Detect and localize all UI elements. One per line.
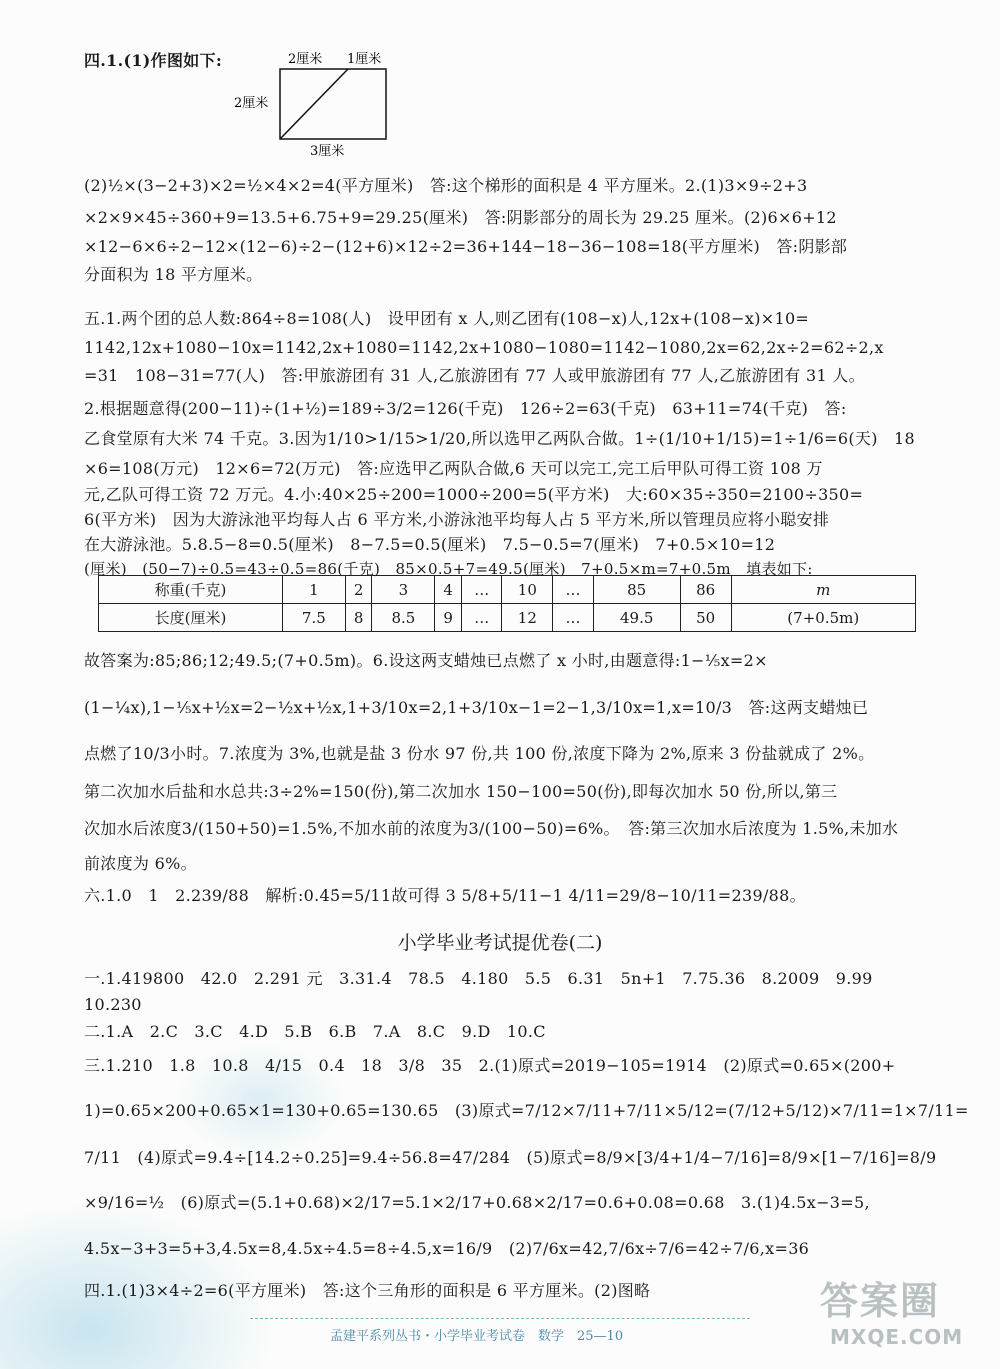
rectangle-diagram: [230, 45, 400, 160]
table-cell: 86: [680, 576, 731, 604]
table-cell: 1: [282, 576, 345, 604]
section-4-heading: 四.1.(1)作图如下:: [84, 51, 223, 70]
footer-divider: [250, 1318, 750, 1319]
table-cell: 4: [435, 576, 462, 604]
answer-line: 前浓度为 6%。: [84, 854, 197, 873]
table-cell: 7.5: [282, 604, 345, 632]
answer-line: 点燃了10/3小时。7.浓度为 3%,也就是盐 3 份水 97 份,共 100 份,浓度下降为 2%,原来 3 份盐就成了 2%。: [84, 744, 875, 763]
answer-line: 乙食堂原有大米 74 千克。3.因为1/10>1/15>1/20,所以选甲乙两队合做。1÷(1/10+1/15)=1÷1/6=6(天) 18: [84, 429, 915, 448]
answer-line: (2)½×(3−2+3)×2=½×4×2=4(平方厘米) 答:这个梯形的面积是 4 平方厘米。2.(1)3×9÷2+3: [84, 176, 808, 195]
table-cell: 长度(厘米): [99, 604, 283, 632]
answer-line: 二.1.A 2.C 3.C 4.D 5.B 6.B 7.A 8.C 9.D 10.C: [84, 1022, 546, 1041]
table-cell: 9: [435, 604, 462, 632]
answer-line: 五.1.两个团的总人数:864÷8=108(人) 设甲团有 x 人,则乙团有(108−x)人,12x+(108−x)×10=: [84, 309, 810, 328]
answer-line: 一.1.419800 42.0 2.291 元 3.31.4 78.5 4.180 5.5 6.31 5n+1 7.75.36 8.2009 9.99: [84, 969, 873, 988]
table-cell: (7+0.5m): [731, 604, 915, 632]
table-cell: m: [731, 576, 915, 604]
answer-line: ×2×9×45÷360+9=13.5+6.75+9=29.25(厘米) 答:阴影部分的周长为 29.25 厘米。(2)6×6+12: [84, 208, 837, 227]
answer-line: (1−¼x),1−⅕x+½x=2−½x+½x,1+3/10x=2,1+3/10x−1=2−1,3/10x=1,x=10/3 答:这两支蜡烛已: [84, 698, 869, 717]
answer-line: 1142,12x+1080−10x=1142,2x+1080=1142,2x+1080−1080=1142−1080,2x=62,2x÷2=62÷2,x: [84, 338, 884, 357]
table-cell: 称重(千克): [99, 576, 283, 604]
section-title: 小学毕业考试提优卷(二): [397, 932, 603, 954]
answer-line: 6(平方米) 因为大游泳池平均每人占 6 平方米,小游泳池平均每人占 5 平方米,所以管理员应将小聪安排: [84, 510, 830, 529]
answer-line: 2.根据题意得(200−11)÷(1+½)=189÷3/2=126(千克) 126÷2=63(千克) 63+11=74(千克) 答:: [84, 399, 847, 418]
answer-line: ×12−6×6÷2−12×(12−6)÷2−(12+6)×12÷2=36+144−18−36−108=18(平方厘米) 答:阴影部: [84, 237, 848, 256]
answer-line: 三.1.210 1.8 10.8 4/15 0.4 18 3/8 35 2.(1)原式=2019−105=1914 (2)原式=0.65×(200+: [84, 1056, 896, 1075]
table-cell: 50: [680, 604, 731, 632]
table-cell: 8.5: [372, 604, 435, 632]
table-cell: …: [461, 576, 501, 604]
label-left: 2厘米: [234, 96, 269, 111]
table-cell: 12: [502, 604, 553, 632]
answer-line: ×9/16=½ (6)原式=(5.1+0.68)×2/17=5.1×2/17+0.68×2/17=0.6+0.08=0.68 3.(1)4.5x−3=5,: [84, 1193, 870, 1212]
answer-line: 分面积为 18 平方厘米。: [84, 265, 263, 284]
answer-line: 在大游泳池。5.8.5−8=0.5(厘米) 8−7.5=0.5(厘米) 7.5−0.5=7(厘米) 7+0.5×10=12: [84, 535, 776, 554]
table-cell: 49.5: [593, 604, 680, 632]
table-cell: 3: [372, 576, 435, 604]
answer-line: 7/11 (4)原式=9.4÷[14.2÷0.25]=9.4÷56.8=47/284 (5)原式=8/9×[3/4+1/4−7/16]=8/9×[1−7/16]=8/9: [84, 1148, 937, 1167]
table-cell: 10: [502, 576, 553, 604]
answer-line: 六.1.0 1 2.239/88 解析:0.45̇=5/11故可得 3 5/8+5/11−1 4/11=29/8−10/11=239/88。: [84, 886, 806, 905]
answer-line: 1)=0.65×200+0.65×1=130+0.65=130.65 (3)原式=7/12×7/11+7/11×5/12=(7/12+5/12)×7/11=1×7/11=: [84, 1101, 969, 1120]
answer-line: =31 108−31=77(人) 答:甲旅游团有 31 人,乙旅游团有 77 人或甲旅游团有 77 人,乙旅游团有 31 人。: [84, 366, 865, 385]
table-row: [99, 604, 916, 632]
answer-line: 元,乙队可得工资 72 万元。4.小:40×25÷200=1000÷200=5(平方米) 大:60×35÷350=2100÷350=: [84, 485, 864, 504]
page-footer: 孟建平系列丛书・小学毕业考试卷 数学 25—10: [330, 1329, 624, 1344]
table-cell: …: [461, 604, 501, 632]
label-top2: 1厘米: [347, 52, 382, 67]
table-cell: 8: [345, 604, 372, 632]
answer-line: ×6=108(万元) 12×6=72(万元) 答:应选甲乙两队合做,6 天可以完工,完工后甲队可得工资 108 万: [84, 459, 823, 478]
watermark-text: 答案圈: [820, 1279, 941, 1323]
watermark-url: MXQE.COM: [830, 1325, 964, 1349]
answer-line: (厘米) (50−7)÷0.5=43÷0.5=86(千克) 85×0.5+7=49.5(厘米) 7+0.5×m=7+0.5m 填表如下:: [84, 560, 813, 578]
table-cell: …: [553, 576, 593, 604]
answer-line: 次加水后浓度3/(150+50)=1.5%,不加水前的浓度为3/(100−50)=6%。 答:第三次加水后浓度为 1.5%,未加水: [84, 819, 899, 838]
label-bottom: 3厘米: [310, 144, 345, 159]
answer-line: 故答案为:85;86;12;49.5;(7+0.5m)。6.设这两支蜡烛已点燃了 x 小时,由题意得:1−⅕x=2×: [84, 651, 768, 670]
data-table: [98, 575, 916, 632]
answer-line: 第二次加水后盐和水总共:3÷2%=150(份),第二次加水 150−100=50(份),即每次加水 50 份,所以,第三: [84, 782, 838, 801]
table-row: [99, 576, 916, 604]
answer-line: 4.5x−3+3=5+3,4.5x=8,4.5x÷4.5=8÷4.5,x=16/9 (2)7/6x=42,7/6x÷7/6=42÷7/6,x=36: [84, 1239, 810, 1258]
table-cell: 85: [593, 576, 680, 604]
table-cell: …: [553, 604, 593, 632]
table-cell: 2: [345, 576, 372, 604]
label-top: 2厘米: [288, 52, 323, 67]
watermark-logo: [820, 1270, 970, 1349]
answer-line: 10.230: [84, 995, 142, 1014]
answer-line: 四.1.(1)3×4÷2=6(平方厘米) 答:这个三角形的面积是 6 平方厘米。(2)图略: [84, 1281, 651, 1300]
